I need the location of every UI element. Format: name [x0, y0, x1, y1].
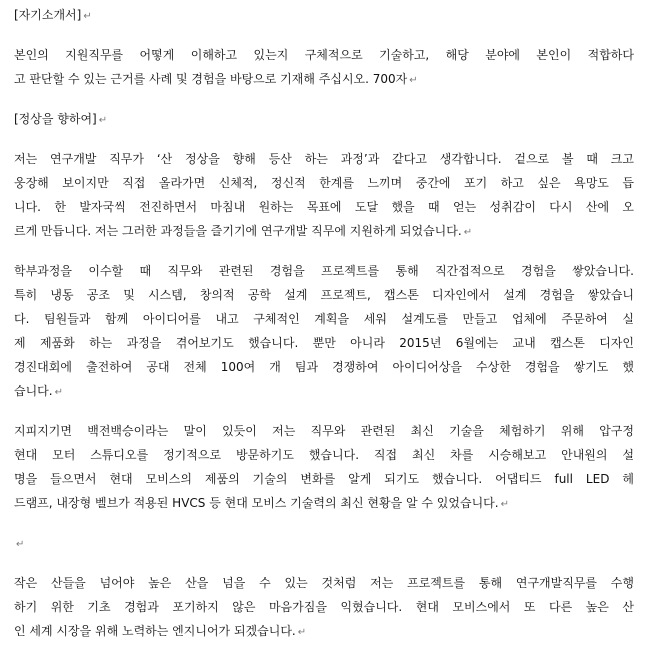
- paragraph: [14, 107, 634, 131]
- text-line: [14, 3, 634, 27]
- line-text: 다. 팀원들과 함께 아이디어를 내고 구체적인 계획을 세워 설계도를 만들고 업체에 주문하여 실: [14, 312, 634, 326]
- paragraph-mark-icon: ↵: [297, 627, 307, 638]
- line-text: 작은 산들을 넘어야 높은 산을 넘을 수 있는 것처럼 저는 프로젝트를 통해 연구개발직무를 수행: [14, 576, 634, 590]
- paragraph: [14, 571, 634, 643]
- text-line: [14, 43, 634, 67]
- line-text: 드램프, 내장형 벨브가 적용된 HVCS 등 현대 모비스 기술력의 최신 현황을 알 수 있었습니다.: [14, 496, 499, 510]
- paragraph-spacing: [14, 515, 634, 531]
- paragraph-spacing: [14, 555, 634, 571]
- line-text: 고 판단할 수 있는 근거를 사례 및 경험을 바탕으로 기재해 주십시오. 700자: [14, 72, 408, 86]
- text-line: [14, 491, 634, 515]
- text-line: [14, 331, 634, 355]
- text-line: [14, 219, 634, 243]
- line-text: [자기소개서]: [14, 8, 82, 22]
- line-text: 제 제품화 하는 과정을 겪어보기도 했습니다. 뿐만 아니라 2015년 6월에는 교내 캡스톤 디자인: [14, 336, 634, 350]
- line-text: 특히 냉동 공조 및 시스템, 창의적 공학 설계 프로젝트, 캡스톤 디자인에서 설계 경험을 쌓았습니: [14, 288, 634, 302]
- paragraph-spacing: [14, 403, 634, 419]
- paragraph: [14, 43, 634, 91]
- paragraph-spacing: [14, 27, 634, 43]
- paragraph: [14, 419, 634, 515]
- text-line: [14, 195, 634, 219]
- line-text: 하기 위한 기초 경험과 포기하지 않은 마음가짐을 익혔습니다. 현대 모비스에서 또 다른 높은 산: [14, 600, 634, 614]
- text-line: [14, 147, 634, 171]
- text-line: [14, 619, 634, 643]
- text-line: [14, 571, 634, 595]
- text-line: [14, 67, 634, 91]
- text-line: [14, 307, 634, 331]
- paragraph-spacing: [14, 131, 634, 147]
- paragraph-mark-icon: ↵: [409, 75, 418, 86]
- text-line: [14, 355, 634, 379]
- text-line: [14, 171, 634, 195]
- text-line: [14, 283, 634, 307]
- line-text: [정상을 향하여]: [14, 112, 97, 126]
- line-text: 명을 들으면서 현대 모비스의 제품의 기술의 변화를 알게 되기도 했습니다. 어댑티드 full LED 헤: [14, 472, 634, 486]
- line-text: 지피지기면 백전백승이라는 말이 있듯이 저는 직무와 관련된 최신 기술을 체험하기 위해 압구정: [14, 424, 634, 438]
- paragraph: [14, 147, 634, 243]
- paragraph: [14, 259, 634, 403]
- line-text: 인 세계 시장을 위해 노력하는 엔지니어가 되겠습니다.: [14, 624, 296, 638]
- line-text: 본인의 지원직무를 어떻게 이해하고 있는지 구체적으로 기술하고, 해당 분야에 본인이 적합하다: [14, 48, 634, 62]
- text-line: [14, 595, 634, 619]
- line-text: 웅장해 보이지만 직접 올라가면 신체적, 정신적 한계를 느끼며 중간에 포기 하고 싶은 욕망도 듭: [14, 176, 634, 190]
- text-line: [14, 379, 634, 403]
- paragraph: [14, 531, 634, 555]
- text-line: [14, 531, 634, 555]
- text-line: [14, 467, 634, 491]
- line-text: 학부과정을 이수할 때 직무와 관련된 경험을 프로젝트를 통해 직간접적으로 경험을 쌓았습니다.: [14, 264, 634, 278]
- line-text: 현대 모터 스튜디오를 정기적으로 방문하기도 했습니다. 직접 최신 차를 시승해보고 안내원의 설: [14, 448, 634, 462]
- line-text: 습니다.: [14, 384, 53, 398]
- paragraph-mark-icon: ↵: [54, 387, 63, 398]
- text-line: [14, 259, 634, 283]
- line-text: 르게 만듭니다. 저는 그러한 과정들을 즐기기에 연구개발 직무에 지원하게 되었습니다.: [14, 224, 462, 238]
- text-line: [14, 443, 634, 467]
- text-line: [14, 107, 634, 131]
- paragraph-spacing: [14, 91, 634, 107]
- line-text: 경진대회에 출전하여 공대 전체 100여 개 팀과 경쟁하여 아이디어상을 수상한 경험을 쌓기도 했: [14, 360, 634, 374]
- paragraph-mark-icon: ↵: [98, 115, 108, 126]
- document-body[interactable]: [14, 3, 634, 643]
- line-text: 니다. 한 발자국씩 전진하면서 마침내 원하는 목표에 도달 했을 때 얻는 성취감이 다시 산에 오: [14, 200, 634, 214]
- paragraph-spacing: [14, 243, 634, 259]
- paragraph-mark-icon: ↵: [83, 11, 92, 22]
- text-line: [14, 419, 634, 443]
- paragraph-mark-icon: ↵: [463, 227, 473, 238]
- paragraph: [14, 3, 634, 27]
- paragraph-mark-icon: ↵: [16, 539, 25, 550]
- paragraph-mark-icon: ↵: [500, 499, 509, 510]
- line-text: 저는 연구개발 직무가 ‘산 정상을 향해 등산 하는 과정’과 같다고 생각합니다. 겉으로 볼 때 크고: [14, 152, 634, 166]
